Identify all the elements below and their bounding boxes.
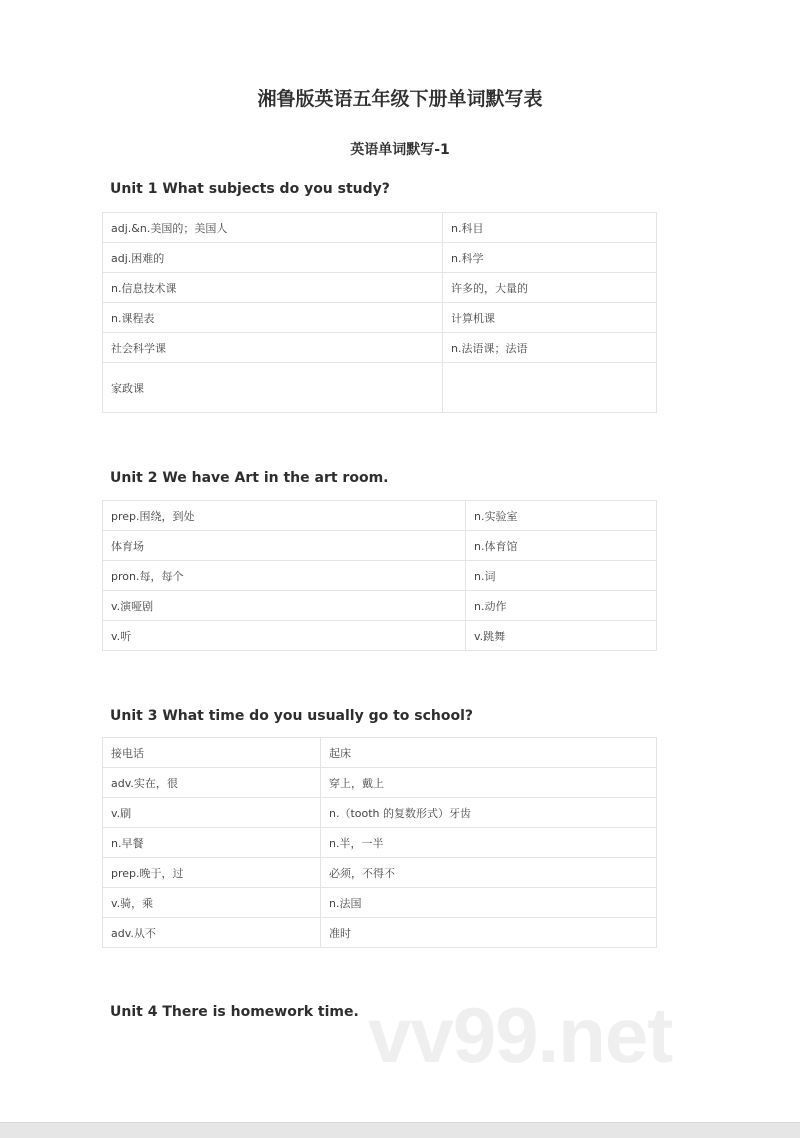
unit-2-heading: Unit 2 We have Art in the art room. (110, 470, 389, 486)
cell-left: prep.晚于，过 (103, 858, 321, 888)
cell-left: 家政课 (103, 363, 443, 413)
table-row (103, 828, 657, 858)
cell-right: 必须，不得不 (321, 858, 657, 888)
cell-right: n.动作 (466, 591, 657, 621)
cell-right: n.词 (466, 561, 657, 591)
cell-right: n.科目 (443, 213, 657, 243)
cell-right: n.法语课；法语 (443, 333, 657, 363)
cell-right: 计算机课 (443, 303, 657, 333)
unit-3-table (102, 737, 657, 948)
cell-left: prep.围绕，到处 (103, 501, 466, 531)
cell-left: v.演哑剧 (103, 591, 466, 621)
cell-left: v.刷 (103, 798, 321, 828)
cell-left: adj.困难的 (103, 243, 443, 273)
cell-left: adv.从不 (103, 918, 321, 948)
cell-left: n.信息技术课 (103, 273, 443, 303)
cell-left: n.课程表 (103, 303, 443, 333)
table-row (103, 363, 657, 413)
cell-right: v.跳舞 (466, 621, 657, 651)
unit-1-heading: Unit 1 What subjects do you study? (110, 181, 390, 197)
table-row (103, 888, 657, 918)
cell-left: pron.每，每个 (103, 561, 466, 591)
table-row (103, 858, 657, 888)
document-title: 湘鲁版英语五年级下册单词默写表 (257, 88, 543, 110)
cell-right: n.法国 (321, 888, 657, 918)
table-row (103, 243, 657, 273)
table-row (103, 333, 657, 363)
cell-left: v.听 (103, 621, 466, 651)
cell-right: 穿上，戴上 (321, 768, 657, 798)
cell-left: 体育场 (103, 531, 466, 561)
table-row (103, 621, 657, 651)
table-row (103, 918, 657, 948)
document-subtitle: 英语单词默写-1 (350, 142, 450, 158)
table-row (103, 591, 657, 621)
table-row (103, 531, 657, 561)
cell-right: n.实验室 (466, 501, 657, 531)
cell-left: 社会科学课 (103, 333, 443, 363)
cell-right: n.体育馆 (466, 531, 657, 561)
table-row (103, 738, 657, 768)
cell-right: n.科学 (443, 243, 657, 273)
table-row (103, 213, 657, 243)
bottom-scroll-bar (0, 1122, 800, 1138)
cell-right: n.（tooth 的复数形式）牙齿 (321, 798, 657, 828)
cell-right: 许多的，大量的 (443, 273, 657, 303)
table-row (103, 798, 657, 828)
unit-3-heading: Unit 3 What time do you usually go to school? (110, 708, 474, 724)
cell-right: n.半，一半 (321, 828, 657, 858)
cell-right: 准时 (321, 918, 657, 948)
cell-left: v.骑，乘 (103, 888, 321, 918)
table-row (103, 561, 657, 591)
unit-1-table (102, 212, 657, 413)
table-row (103, 501, 657, 531)
watermark: vv99.net (368, 991, 673, 1079)
table-row (103, 273, 657, 303)
cell-right: 起床 (321, 738, 657, 768)
unit-4-heading: Unit 4 There is homework time. (110, 1004, 359, 1020)
cell-right (443, 363, 657, 413)
cell-left: n.早餐 (103, 828, 321, 858)
cell-left: adv.实在，很 (103, 768, 321, 798)
unit-2-table (102, 500, 657, 651)
table-row (103, 303, 657, 333)
table-row (103, 768, 657, 798)
cell-left: 接电话 (103, 738, 321, 768)
cell-left: adj.&n.美国的；美国人 (103, 213, 443, 243)
